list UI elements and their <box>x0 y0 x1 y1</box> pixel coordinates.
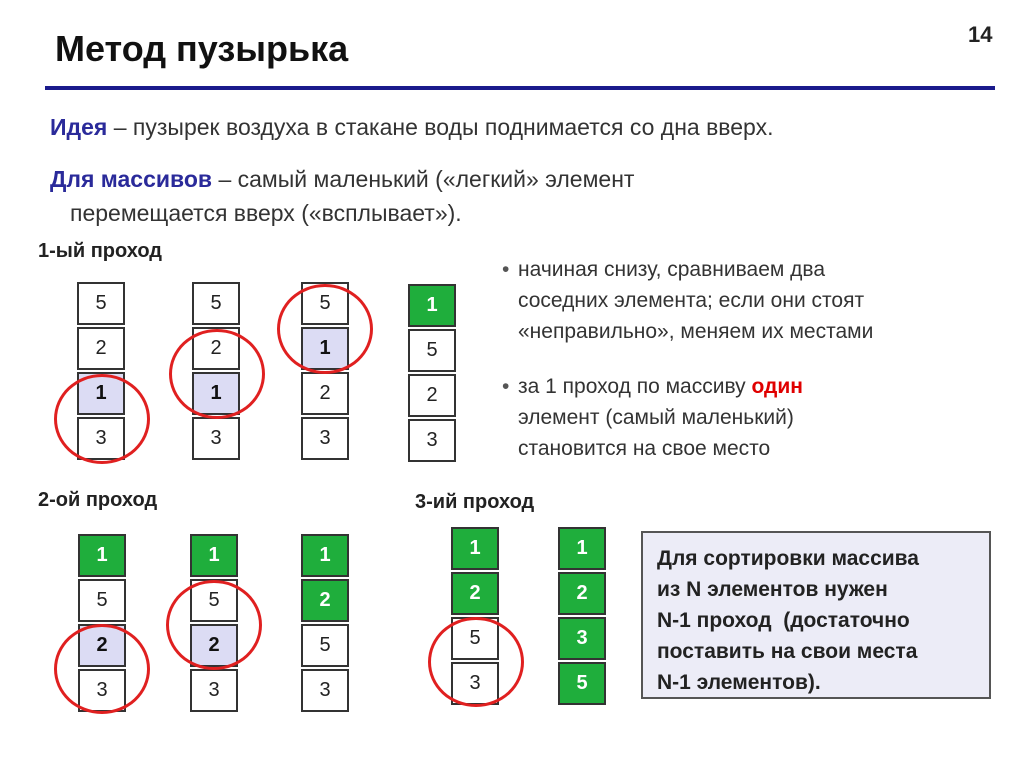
array-cell: 5 <box>301 624 349 667</box>
bullet-2-prefix: за 1 проход по массиву <box>518 375 752 398</box>
array-cell-compared: 3 <box>77 417 125 460</box>
bullet-2-line <box>518 371 803 402</box>
bullet-2-line: элемент (самый маленький) <box>518 406 794 429</box>
array-cell-sorted: 1 <box>190 534 238 577</box>
arrays-paragraph <box>50 163 634 195</box>
bullet-2-emphasis: один <box>751 375 803 398</box>
array-cell-compared: 1 <box>77 372 125 415</box>
idea-paragraph <box>50 111 773 143</box>
comparison-circle <box>54 624 150 714</box>
array-cell: 2 <box>77 327 125 370</box>
comparison-circle <box>166 580 262 670</box>
array-cell: 5 <box>192 282 240 325</box>
conclusion-line: N-1 проход (достаточно <box>657 609 910 632</box>
bullet-1-line: начиная снизу, сравниваем два <box>518 258 826 281</box>
array-cell-sorted: 3 <box>558 617 606 660</box>
array-cell: 3 <box>301 669 349 712</box>
array-cell-sorted: 2 <box>451 572 499 615</box>
title-divider <box>45 86 995 90</box>
arrays-line1: – самый маленький («легкий» элемент <box>212 166 635 192</box>
pass-3-label: 3-ий проход <box>415 491 535 513</box>
conclusion-line: поставить на свои места <box>657 640 918 663</box>
arrays-line2: перемещается вверх («всплывает»). <box>70 200 462 226</box>
array-cell-sorted: 2 <box>301 579 349 622</box>
conclusion-line: N-1 элементов). <box>657 671 821 694</box>
bullet-dot: • <box>502 375 510 398</box>
array-cell-compared: 5 <box>301 282 349 325</box>
array-cell: 5 <box>408 329 456 372</box>
comparison-circle <box>428 617 524 707</box>
array-cell-compared: 5 <box>451 617 499 660</box>
idea-text: – пузырек воздуха в стакане воды поднимается со дна вверх. <box>107 114 774 140</box>
array-cell: 3 <box>192 417 240 460</box>
array-cell-compared: 1 <box>301 327 349 370</box>
array-cell-sorted: 1 <box>78 534 126 577</box>
array-cell-compared: 3 <box>78 669 126 712</box>
array-cell-sorted: 2 <box>558 572 606 615</box>
array-cell-compared: 3 <box>451 662 499 705</box>
pass-2-label: 2-ой проход <box>38 489 158 511</box>
conclusion-line: Для сортировки массива <box>657 547 919 570</box>
array-cell-sorted: 1 <box>301 534 349 577</box>
array-cell-compared: 2 <box>190 624 238 667</box>
array-cell: 2 <box>301 372 349 415</box>
array-cell-sorted: 5 <box>558 662 606 705</box>
array-cell: 2 <box>408 374 456 417</box>
array-cell-compared: 1 <box>192 372 240 415</box>
array-cell: 3 <box>301 417 349 460</box>
bullet-1-line: соседних элемента; если они стоят <box>518 289 865 312</box>
array-cell-sorted: 1 <box>558 527 606 570</box>
array-cell: 5 <box>77 282 125 325</box>
idea-term: Идея <box>50 114 108 140</box>
array-cell-compared: 2 <box>78 624 126 667</box>
page-number: 14 <box>968 22 993 47</box>
pass-1-label: 1-ый проход <box>38 240 163 262</box>
bullet-1-line: «неправильно», меняем их местами <box>518 320 874 343</box>
bullet-2-line: становится на свое место <box>518 437 771 460</box>
array-cell-compared: 2 <box>192 327 240 370</box>
array-cell-sorted: 1 <box>451 527 499 570</box>
comparison-circle <box>54 374 150 464</box>
conclusion-line: из N элементов нужен <box>657 578 888 601</box>
array-cell: 5 <box>78 579 126 622</box>
bullet-2 <box>502 371 803 464</box>
comparison-circle <box>169 329 265 419</box>
slide-title: Метод пузырька <box>55 28 349 69</box>
bullet-1 <box>502 254 874 347</box>
conclusion-box <box>641 531 991 699</box>
comparison-circle <box>277 284 373 374</box>
array-cell-compared: 5 <box>190 579 238 622</box>
arrays-term: Для массивов <box>50 166 213 192</box>
array-cell: 3 <box>408 419 456 462</box>
array-cell-sorted: 1 <box>408 284 456 327</box>
array-cell: 3 <box>190 669 238 712</box>
bullet-dot: • <box>502 258 510 281</box>
